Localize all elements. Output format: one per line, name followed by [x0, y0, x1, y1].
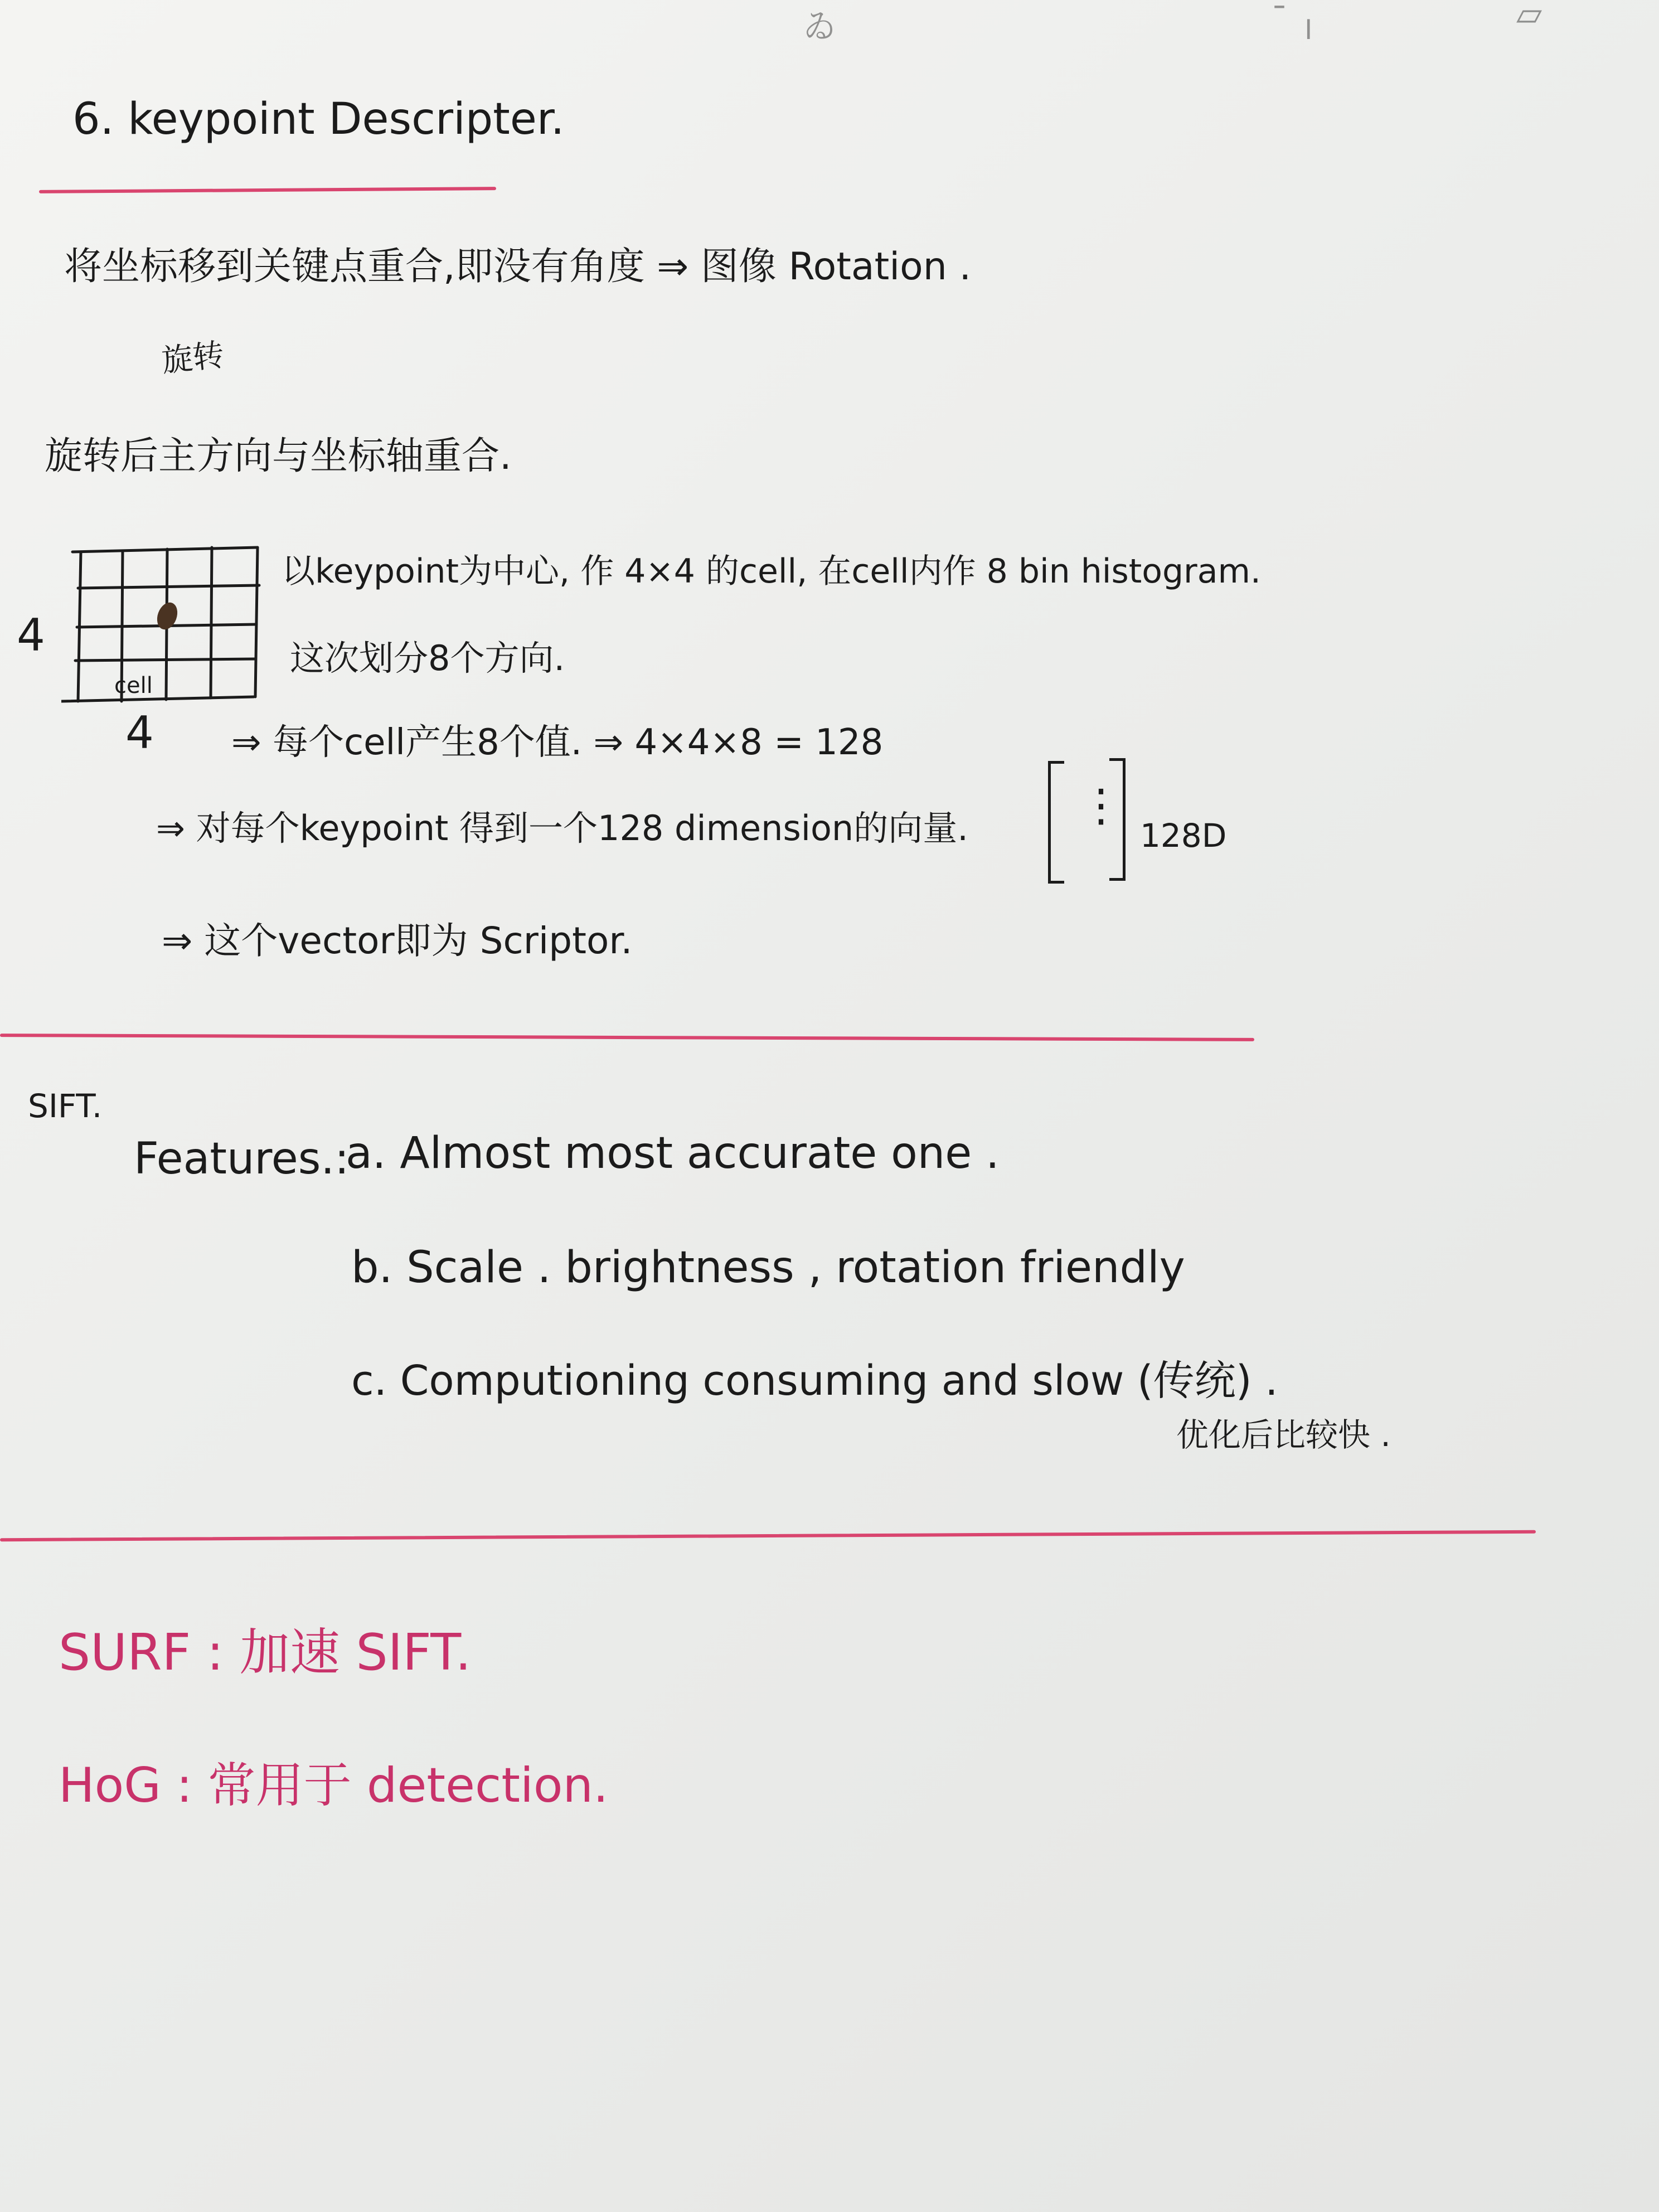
feature-item-b: b. Scale . brightness , rotation friendly [351, 1243, 1185, 1293]
keypoint-dot [153, 600, 181, 633]
grid-4x4-sketch [61, 535, 268, 714]
note-line-2: 旋转后主方向与坐标轴重合. [45, 434, 512, 478]
arrow-line-1: ⇒ 每个cell产生8个值. ⇒ 4×4×8 = 128 [231, 722, 884, 763]
bleed-mark: ˉ ╷ [1271, 0, 1319, 39]
grid-dimension-bottom: 4 [125, 707, 154, 759]
vector-dots: ⋮ [1079, 779, 1123, 831]
note-line-1: 将坐标移到关键点重合,即没有角度 ⇒ 图像 Rotation . [64, 245, 972, 289]
note-line-1-annotation: 旋转 [159, 337, 226, 380]
bleed-mark: ▱ [1516, 0, 1542, 33]
section-divider [0, 1530, 1536, 1541]
grid-text-1: 以keypoint为中心, 作 4×4 的cell, 在cell内作 8 bin histogram. [282, 552, 1261, 591]
grid-cell-label: cell [114, 673, 153, 698]
surf-note: SURF : 加速 SIFT. [59, 1623, 472, 1682]
title-underline [39, 187, 496, 193]
grid-dimension-left: 4 [17, 609, 45, 661]
vector-bracket-left [1048, 761, 1064, 884]
arrow-line-3: ⇒ 这个vector即为 Scriptor. [162, 919, 633, 962]
hog-note: HoG : 常用于 detection. [59, 1758, 609, 1813]
feature-item-c: c. Computioning consuming and slow (传统) . [351, 1357, 1278, 1405]
feature-item-c-note: 优化后比较快 . [1176, 1416, 1391, 1454]
features-label: Features.: [134, 1134, 350, 1184]
section-divider [0, 1034, 1254, 1041]
grid-text-2: 这次划分8个方向. [290, 638, 565, 678]
feature-item-a: a. Almost most accurate one . [346, 1128, 1000, 1178]
sift-label: SIFT. [28, 1087, 103, 1125]
bleed-mark: ゐ [803, 7, 836, 46]
vector-label: 128D [1140, 817, 1227, 855]
section-title: 6. keypoint Descripter. [72, 94, 565, 144]
arrow-line-2: ⇒ 对每个keypoint 得到一个128 dimension的向量. [156, 808, 968, 848]
